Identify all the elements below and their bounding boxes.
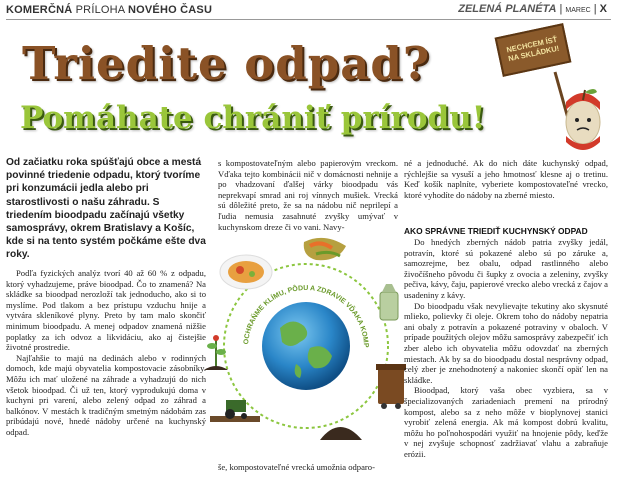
column-1 [6,268,206,438]
compost-cycle-graphic [200,218,410,458]
subheadline: Pomáhate chrániť prírodu! [20,100,486,136]
field [210,416,260,422]
compost-cycle-illustration [200,218,410,458]
page-number: X [599,3,607,15]
sign-text: NECHCEM ÍSŤ NA SKLÁDKU! [505,35,561,64]
column-3-paragraph: Do hnedých zberných nádob patria zvyšky jedál, potravín, ktoré sú pokazené alebo sú po záruke a, samozrejme, bez obalu, odpad rastlinného alebo živočíšneho pôvodu či šupky z ovocia a zeleniny, zvyšky pečiva, kávy, čaju, papierové vrecko alebo vrecká z čajov a usadeniny z kávy. [404,237,608,300]
header-word-komercna: KOMERČNÁ [6,4,73,16]
section-header [458,3,607,15]
header-word-priloha: PRÍLOHA [72,4,128,16]
globe-ring-text: OCHRAŇME KLÍMU, PÔDU A ZDRAVIE VĎAKA KOMP [243,284,370,348]
column-1-paragraph: Najľahšie to majú na dedinách alebo v rodinných domoch, kde majú obyvatelia kompostovacie zásobníky. Môžu ich mať uložené na záhrade a vyhadzujú do nich všetok bioodpad. Či už ten, ktorý vyprodukujú doma v kuchyni pri varení, alebo zelený odpad zo záhrad a balkónov. V mestách k tradičným smetným nádobám zas pribúdajú nové, hnedé nádoby určené na kuchynský odpad. [6,352,206,437]
column-3-paragraph: Do bioodpadu však nevylievajte tekutiny ako skysnuté mlieko, polievky či oleje. Okrem toho do nádoby nepatria ani obaly z potravín a pokazené potraviny v obaloch. V prípade použitých olejov môžu samosprávy zabezpečiť ich zber alebo ich obyvatelia môžu odovzdať na zberných miestach. Ak by sa do bioodpadu dostal nesprávny odpad, celý zber je znehodnotený a nakoniec skončí opäť len na skládke. [404,300,608,385]
column-3 [404,237,608,459]
column-2-bottom: še, kompostovateľné vrecká umožnia odparo- [218,462,375,472]
header-newspaper-name: NOVÉHO ČASU [128,4,213,16]
column-2-top: s kompostovateľným alebo papierovým vreckom. Vďaka tejto kombinácii nič v domácnosti nehnije a po vhadzovaní ďalšej várky bioodpadu vás neprekvapí smrad ani roj vínnych mušiek. Vrecká sú dôležité preto, že sa na nádobu nič neprilepí a ľudia nemusia zasahnuté zvyšky umývať v kuchynskom dreze či vo vani. Navy- [218,158,398,232]
brown-bin [378,368,404,404]
earth-globe [262,302,350,390]
lead-paragraph: Od začiatku roka spúšťajú obce a mestá povinné triedenie odpadu, ktorý tvoríme pri konzumácii jedla alebo pri starostlivosti o našu záhradu. S triedením bioodpadu začínajú všetky samosprávy, okrem Bratislavy a Košíc, kde si na tento systém počkáme ešte dva roky. [6,157,206,261]
soil-pile [320,427,362,440]
column-1-paragraph: Podľa fyzických analýz tvorí 40 až 60 % z odpadu, ktorý vyhadzujeme, práve bioodpad. Čo to znamená? Na skládke sa bioodpad nerozloží tak jednoducho, ako si to myslíme. Pod tlakom a bez prístupu vzduchu hnije a vytvára skleníkové plyny. Preto by tam malo skončiť minimum bioodpadu. A menej odpadov znamená nižšie poplatky za ich odvoz a likvidáciu, ako aj čistejšie životné prostredie. [6,268,206,353]
food-scraps [304,238,346,260]
apple-core-icon [535,62,615,162]
column-3-top: né a jednoduché. Ak do nich dáte kuchynský odpad, rýchlejšie sa vysuší a jeho hmotnosť klesne aj o tretinu. Keď košík naplníte, vyberiete kompostovateľné vrecko, ktoré vyhodíte do nádoby na zberné miesto. [404,158,608,200]
section-brand: ZELENÁ PLANÉTA [458,3,557,15]
section-heading: AKO SPRÁVNE TRIEDIŤ KUCHYNSKÝ ODPAD [404,226,588,236]
supplement-header [6,4,212,16]
headline: Triedite odpad? [22,37,431,90]
header-separator: | [556,3,566,15]
column-3-paragraph: Bioodpad, ktorý vaša obec vyzbiera, sa v špecializovaných zariadeniach premení na prírodný kompost, alebo sa z neho môže v bioplynovej stanici vyrobiť zelená energia. Ak má kompost dobrú kvalitu, môžu ho poľnohospodári využiť na hnojenie pôdy, keďže v nej zvyšuje schopnosť zadržiavať vlahu a zabraňuje erózii. [404,385,608,459]
header-month: MAREC [565,7,591,14]
compost-bag [380,292,398,320]
header-separator-2: | [590,3,600,15]
header-divider [6,19,611,20]
apple-mascot-illustration [535,62,615,162]
